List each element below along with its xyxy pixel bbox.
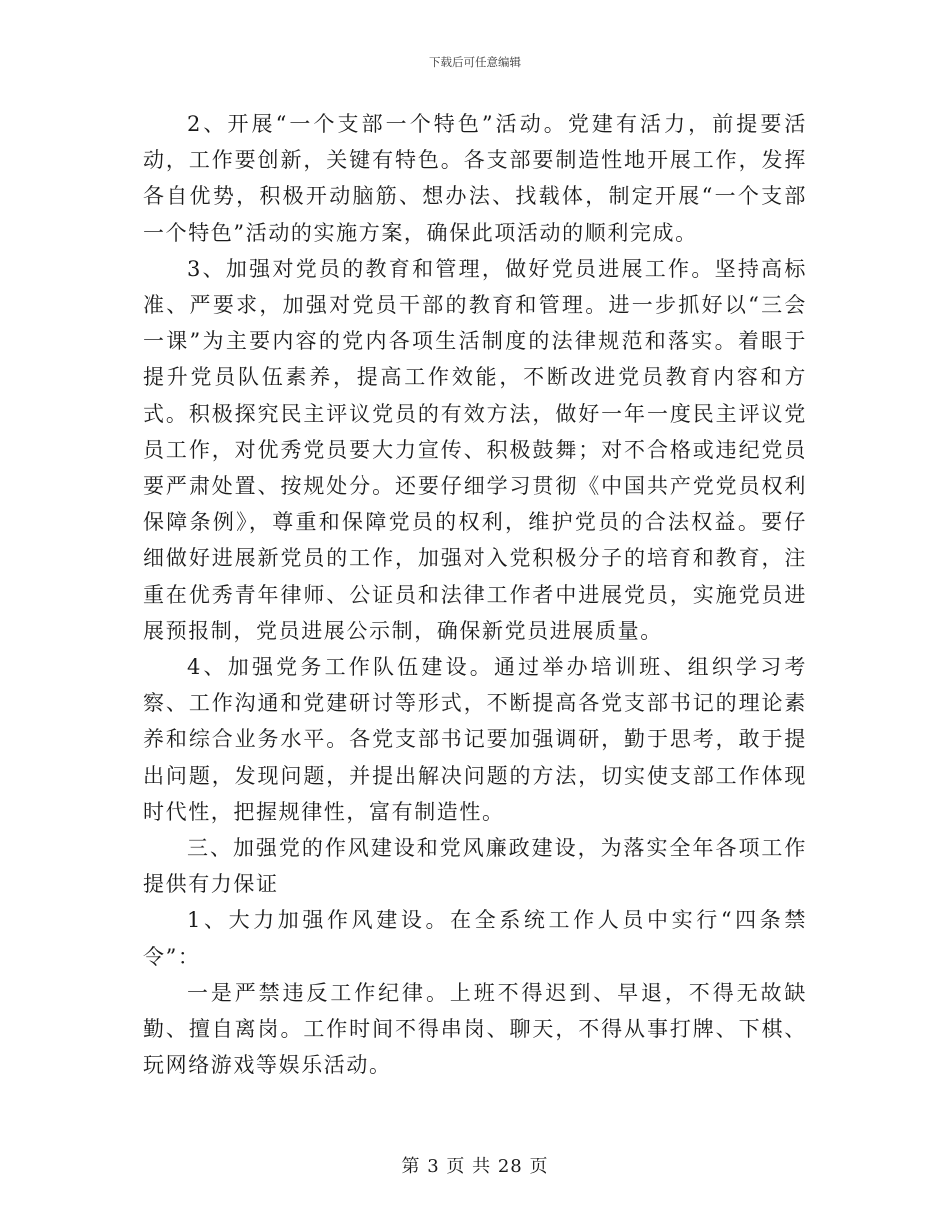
document-body bbox=[143, 106, 807, 1083]
page-number-footer bbox=[0, 1152, 950, 1178]
paragraph-four-prohibitions: 1、大力加强作风建设。在全系统工作人员中实行“四条禁令”： bbox=[143, 908, 807, 969]
paragraph-branch-feature-activity: 2、开展“一个支部一个特色”活动。党建有活力，前提要活动，工作要创新，关键有特色。各支部要制造性地开展工作，发挥各自优势，积极开动脑筋、想办法、找载体，制定开展“一个支部一个特色”活动的实施方案，确保此项活动的顺利完成。 bbox=[143, 112, 807, 245]
section-heading-work-style: 三、加强党的作风建设和党风廉政建设，为落实全年各项工作提供有力保证 bbox=[143, 836, 807, 897]
paragraph-member-education: 3、加强对党员的教育和管理，做好党员进展工作。坚持高标准、严要求，加强对党员干部的教育和管理。进一步抓好以“三会一课”为主要内容的党内各项生活制度的法律规范和落实。着眼于提升党员队伍素养，提高工作效能，不断改进党员教育内容和方式。积极探究民主评议党员的有效方法，做好一年一度民主评议党员工作，对优秀党员要大力宣传、积极鼓舞；对不合格或违纪党员要严肃处置、按规处分。还要仔细学习贯彻《中国共产党党员权利保障条例》，尊重和保障党员的权利，维护党员的合法权益。要仔细做好进展新党员的工作，加强对入党积极分子的培育和教育，注重在优秀青年律师、公证员和法律工作者中进展党员，实施党员进展预报制，党员进展公示制，确保新党员进展质量。 bbox=[143, 256, 807, 643]
page-number-label: 第 3 页 共 28 页 bbox=[401, 1156, 549, 1177]
paragraph-party-work-team: 4、加强党务工作队伍建设。通过举办培训班、组织学习考察、工作沟通和党建研讨等形式，不断提高各党支部书记的理论素养和综合业务水平。各党支部书记要加强调研，勤于思考，敢于提出问题，发现问题，并提出解决问题的方法，切实使支部工作体现时代性，把握规律性，富有制造性。 bbox=[143, 655, 807, 824]
paragraph-work-discipline: 一是严禁违反工作纪律。上班不得迟到、早退，不得无故缺勤、擅自离岗。工作时间不得串岗、聊天，不得从事打牌、下棋、玩网络游戏等娱乐活动。 bbox=[143, 980, 807, 1078]
header-note: 下载后可任意编辑 bbox=[429, 55, 521, 69]
